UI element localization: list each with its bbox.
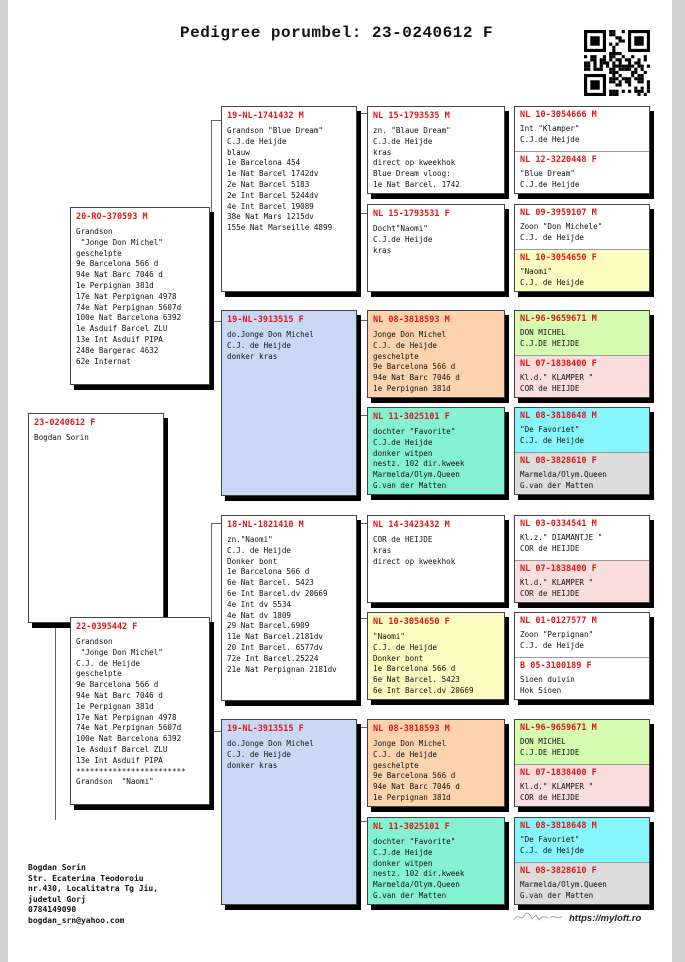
pedigree-card-g2b-line: C.J. de Heijde — [520, 277, 585, 287]
pedigree-card-g8b-line: G.van der Matten — [520, 890, 594, 900]
pedigree-card-sd[interactable] — [221, 310, 357, 496]
pedigree-card-dds-line: Jonge Don Michel — [373, 739, 447, 748]
pedigree-card-g2a-line: C.J. de Heijde — [520, 232, 585, 242]
pedigree-card-g6a[interactable] — [515, 613, 649, 657]
pedigree-card-ds-line: 29 Nat Barcel.6909 — [227, 621, 310, 631]
pedigree-card-dam-line: Grandson — [76, 637, 113, 646]
pedigree-card-ddd[interactable] — [367, 817, 505, 905]
pedigree-card-dds-line: 94e Nat Barc 7046 d — [373, 782, 460, 792]
pedigree-card-g3a[interactable] — [515, 311, 649, 355]
pedigree-card-sss-line: C.J.de Heijde — [373, 136, 433, 146]
pedigree-card-ss-line: 2e Nat Barcel 5183 — [227, 179, 310, 189]
pedigree-card-ds-line: 11e Nat Barcel.2181dv — [227, 632, 324, 642]
pedigree-card-g2a[interactable] — [515, 205, 649, 249]
page-title: Pedigree porumbel: 23-0240612 F — [180, 24, 494, 42]
pedigree-card-sire-ring: 20-RO-370593 M — [76, 212, 148, 222]
pedigree-card-sdd-line: G.van der Matten — [373, 480, 447, 490]
pedigree-card-ddd-ring: NL 11-3025101 F — [373, 822, 450, 832]
pedigree-card-g3b[interactable] — [515, 355, 649, 398]
pedigree-card-g3b-line: COR de HEIJDE — [520, 383, 580, 393]
pedigree-card-pair-1 — [514, 106, 650, 194]
pedigree-card-g6b[interactable] — [515, 657, 649, 700]
pedigree-card-sss-ring: NL 15-1793535 M — [373, 111, 450, 121]
pedigree-card-g1a[interactable] — [515, 107, 649, 151]
pedigree-card-subject-line: Bogdan Sorin — [34, 433, 89, 442]
pedigree-card-g7b-ring: NL 07-1838400 F — [520, 768, 597, 778]
pedigree-card-g5b-line: COR de HEIJDE — [520, 588, 580, 598]
pedigree-card-g3b-ring: NL 07-1838400 F — [520, 359, 597, 369]
pedigree-card-ss-line: C.J.de Heijde — [227, 136, 287, 146]
pedigree-card-sire-line: 13e Int Asduif PIPA — [76, 334, 163, 344]
pedigree-card-dd-line: do.Jonge Don Michel — [227, 739, 314, 748]
pedigree-card-dd-line: C.J. de Heijde — [227, 749, 292, 759]
owner-line: Str. Ecaterina Teodoroiu — [28, 873, 144, 883]
pedigree-card-subject[interactable] — [28, 413, 164, 623]
pedigree-card-g2a-ring: NL 09-3959107 M — [520, 208, 597, 218]
pedigree-card-ssd-line: Docht"Naomi" — [373, 224, 428, 233]
pedigree-card-dss-line: COR de HEIJDE — [373, 535, 433, 544]
pedigree-card-g3a-line: DON MICHEL — [520, 328, 566, 337]
pedigree-card-dam[interactable] — [70, 617, 210, 805]
pedigree-card-g6a-ring: NL 01-0127577 M — [520, 616, 597, 626]
pedigree-card-g4a-line: "De Favoriet" — [520, 425, 580, 434]
pedigree-card-ds-line: Donker bont — [227, 556, 278, 566]
pedigree-card-ds-line: 6e Nat Barcel. 5423 — [227, 578, 314, 588]
pedigree-card-sds-line: 1e Perpignan 381d — [373, 383, 451, 393]
pedigree-card-g1b[interactable] — [515, 151, 649, 194]
pedigree-card-g8b[interactable] — [515, 862, 649, 905]
pedigree-card-dam-line: 9e Barcelona 566 d — [76, 680, 159, 690]
pedigree-card-dsd-ring: NL 10-3054650 F — [373, 617, 450, 627]
pedigree-card-sire-line: geschelpte — [76, 248, 122, 258]
pedigree-card-ddd-line: Marmelda/Olym.Queen — [373, 880, 460, 890]
pedigree-card-dam-ring: 22-0395442 F — [76, 622, 138, 632]
pedigree-card-g6b-line: Hok Sioen — [520, 685, 562, 695]
pedigree-card-sss-line: Blue Dream vloog: — [373, 169, 451, 179]
pedigree-card-sss-line: zn. "Blaue Dream" — [373, 126, 451, 135]
pedigree-card-g4b-ring: NL 08-3828610 F — [520, 456, 597, 466]
pedigree-card-g7b-line: COR de HEIJDE — [520, 792, 580, 802]
pedigree-card-dam-line: 13e Int Asduif PIPA — [76, 755, 163, 765]
pedigree-card-sdd[interactable] — [367, 407, 505, 495]
pedigree-card-dd[interactable] — [221, 719, 357, 905]
pedigree-card-ss[interactable] — [221, 106, 357, 292]
pedigree-card-sire-line: "Jonge Don Michel" — [76, 237, 163, 247]
owner-contact — [28, 863, 158, 926]
pedigree-card-dsd-line: "Naomi" — [373, 632, 406, 641]
pedigree-card-g8b-ring: NL 08-3828610 F — [520, 866, 597, 876]
pedigree-card-sd-line: donker kras — [227, 351, 278, 361]
pedigree-card-g7a-ring: NL-96-9659671 M — [520, 723, 597, 733]
owner-line: nr.430, Localitatra Tg Jiu, — [28, 884, 159, 893]
pedigree-card-ds-line: 6e Int Barcel.dv 20669 — [227, 588, 328, 598]
pedigree-card-g7a-line: C.J.DE HEIJDE — [520, 747, 580, 757]
pedigree-card-ddd-line: nestz. 102 dir.kweek — [373, 869, 465, 879]
pedigree-card-dam-line: C.J. de Heijde — [76, 658, 141, 668]
pedigree-card-sdd-line: donker witpen — [373, 448, 433, 458]
pedigree-card-g7a[interactable] — [515, 720, 649, 764]
pedigree-card-ss-line: 38e Nat Mars 1215dv — [227, 212, 314, 222]
pedigree-card-dds[interactable] — [367, 719, 505, 807]
pedigree-card-subject-ring: 23-0240612 F — [34, 418, 96, 428]
pedigree-card-dds-line: 9e Barcelona 566 d — [373, 771, 456, 781]
pedigree-card-ds-line: 4e Int dv 5534 — [227, 599, 292, 609]
pedigree-card-dss[interactable] — [367, 515, 505, 603]
pedigree-card-ssd[interactable] — [367, 204, 505, 292]
brand-link[interactable]: https://myloft.ro — [569, 913, 642, 924]
owner-line: bogdan_srn@yahoo.com — [28, 915, 125, 925]
pedigree-card-g5a-line: Kl.z." DIAMANTJE " — [520, 533, 603, 542]
pedigree-card-g1a-line: C.J.de Heijde — [520, 134, 580, 144]
pedigree-card-sdd-ring: NL 11-3025101 F — [373, 412, 450, 422]
pedigree-card-dd-ring: 19-NL-3913515 F — [227, 724, 304, 734]
pedigree-card-dam-line: 1e Asduif Barcel ZLU — [76, 744, 168, 754]
pedigree-card-g6a-line: Zoon "Perpignan" — [520, 630, 594, 639]
pedigree-card-pair-6 — [514, 612, 650, 700]
pedigree-card-g7b[interactable] — [515, 764, 649, 807]
pedigree-card-dsd-line: 6e Int Barcel.dv 20669 — [373, 685, 474, 695]
pedigree-card-dam-line: "Jonge Don Michel" — [76, 647, 163, 657]
pedigree-card-sds-line: geschelpte — [373, 351, 419, 361]
pedigree-card-g2b-ring: NL 10-3054650 F — [520, 253, 597, 263]
pedigree-card-g6b-line: Sioen duivin — [520, 675, 575, 684]
pedigree-card-g2b-line: "Naomi" — [520, 267, 553, 276]
pedigree-card-g6a-line: C.J. de Heijde — [520, 640, 585, 650]
pedigree-card-sire-line: 17e Nat Perpignan 4978 — [76, 291, 177, 301]
pedigree-card-g3b-line: Kl.d." KLAMPER " — [520, 373, 594, 382]
pedigree-card-ss-line: 1e Barcelona 454 — [227, 158, 301, 168]
pedigree-card-sdd-line: nestz. 102 dir.kweek — [373, 459, 465, 469]
pedigree-card-g1a-ring: NL 10-3054666 M — [520, 110, 597, 120]
pedigree-card-ss-line: 1e Nat Barcel 1742dv — [227, 169, 319, 179]
pedigree-card-g5a-ring: NL 03-0334541 M — [520, 519, 597, 529]
pedigree-card-g1a-line: Int "Klamper" — [520, 124, 580, 133]
pedigree-card-ss-line: 4e Int Barcel 19089 — [227, 201, 314, 211]
pedigree-card-ss-ring: 19-NL-1741432 M — [227, 111, 304, 121]
pedigree-page — [8, 0, 672, 962]
pedigree-card-dsd[interactable] — [367, 612, 505, 700]
pedigree-card-sds-line: 94e Nat Barc 7046 d — [373, 373, 460, 383]
pedigree-card-ddd-line: donker witpen — [373, 858, 433, 868]
pedigree-card-sds-ring: NL 08-3818593 M — [373, 315, 450, 325]
pedigree-card-dd-line: donker kras — [227, 760, 278, 770]
pedigree-card-sd-line: C.J. de Heijde — [227, 340, 292, 350]
pedigree-card-dam-line: geschelpte — [76, 669, 122, 679]
pedigree-card-g8a-line: "De Favoriet" — [520, 835, 580, 844]
pedigree-card-ds[interactable] — [221, 515, 357, 701]
pedigree-card-pair-3 — [514, 310, 650, 398]
pedigree-card-g5b-ring: NL 07-1838400 F — [520, 564, 597, 574]
pedigree-card-dds-ring: NL 08-3818593 M — [373, 724, 450, 734]
pedigree-card-sss-line: 1e Nat Barcel. 1742 — [373, 179, 460, 189]
pedigree-card-g8b-line: Marmelda/Olym.Queen — [520, 880, 607, 889]
pedigree-card-sire-line: 1e Perpignan 381d — [76, 280, 154, 290]
pedigree-card-dam-line: 74e Nat Perpignan 5607d — [76, 723, 182, 733]
pedigree-card-ddd-line: dochter "Favorite" — [373, 837, 456, 846]
pedigree-card-g5a[interactable] — [515, 516, 649, 560]
pedigree-card-ssd-line: kras — [373, 245, 392, 255]
pedigree-card-g2a-line: Zoon "Don Michele" — [520, 222, 603, 231]
pedigree-card-g4b[interactable] — [515, 452, 649, 495]
pedigree-card-sire-line: 9e Barcelona 566 d — [76, 259, 159, 269]
pedigree-card-sss-line: kras — [373, 147, 392, 157]
pedigree-card-sdd-line: C.J.de Heijde — [373, 437, 433, 447]
pedigree-card-g4a[interactable] — [515, 408, 649, 452]
pedigree-card-ss-line: Grandson "Blue Dream" — [227, 126, 324, 135]
pedigree-card-g5b[interactable] — [515, 560, 649, 603]
pedigree-card-sss-line: direct op kweekhok — [373, 158, 456, 168]
pedigree-card-pair-4 — [514, 407, 650, 495]
pedigree-card-sire-line: 62e Internat — [76, 356, 131, 366]
pedigree-card-sire-line: 94e Nat Barc 7046 d — [76, 270, 163, 280]
pedigree-card-ddd-line: G.van der Matten — [373, 890, 447, 900]
pedigree-card-dss-ring: NL 14-3423432 M — [373, 520, 450, 530]
pedigree-card-sire-line: 1e Asduif Barcel ZLU — [76, 324, 168, 334]
pedigree-card-g8a[interactable] — [515, 818, 649, 862]
pedigree-card-g7a-line: DON MICHEL — [520, 737, 566, 746]
pedigree-card-sdd-line: dochter "Favorite" — [373, 427, 456, 436]
pedigree-card-dam-line: 17e Nat Perpignan 4978 — [76, 712, 177, 722]
pedigree-card-dsd-line: C.J. de Heijde — [373, 642, 438, 652]
pedigree-card-g8a-line: C.J. de Heijde — [520, 845, 585, 855]
pedigree-card-dsd-line: 6e Nat Barcel. 5423 — [373, 675, 460, 685]
pedigree-card-pair-7 — [514, 719, 650, 807]
pedigree-card-ds-line: 72e Int Barcel.25224 — [227, 653, 319, 663]
pedigree-card-sire-line: 100e Nat Barcelona 6392 — [76, 313, 182, 323]
pedigree-card-dds-line: geschelpte — [373, 760, 419, 770]
pedigree-card-dsd-line: Donker bont — [373, 653, 424, 663]
pedigree-card-g4b-line: G.van der Matten — [520, 480, 594, 490]
pedigree-card-ss-line: 2e Int Barcel 5244dv — [227, 190, 319, 200]
pedigree-card-g4a-line: C.J. de Heijde — [520, 435, 585, 445]
pedigree-card-dam-line: 1e Perpignan 381d — [76, 701, 154, 711]
pedigree-card-sds[interactable] — [367, 310, 505, 398]
pedigree-card-sire-line: 248e Bargerac 4632 — [76, 345, 159, 355]
pedigree-card-dss-line: kras — [373, 545, 392, 555]
pedigree-card-g1b-line: "Blue Dream" — [520, 169, 575, 178]
pedigree-card-dam-line: Grandson "Naomi" — [76, 777, 154, 787]
pedigree-card-pair-2 — [514, 204, 650, 292]
pedigree-card-g5b-line: Kl.d." KLAMPER " — [520, 578, 594, 587]
pedigree-card-sire-line: Grandson — [76, 227, 113, 236]
pedigree-card-g1b-ring: NL 12-3220448 F — [520, 155, 597, 165]
pedigree-card-dam-line: 100e Nat Barcelona 6392 — [76, 734, 182, 744]
pedigree-card-g2b[interactable] — [515, 249, 649, 292]
pedigree-card-ssd-line: C.J.de Heijde — [373, 234, 433, 244]
pedigree-card-ddd-line: C.J.de Heijde — [373, 847, 433, 857]
pedigree-card-sd-ring: 19-NL-3913515 F — [227, 315, 304, 325]
pedigree-card-g7b-line: Kl.d." KLAMPER " — [520, 782, 594, 791]
owner-line: judetul Gorj — [28, 894, 86, 904]
pedigree-card-dam-line: 94e Nat Barc 7046 d — [76, 690, 163, 700]
pedigree-card-g6b-ring: B 05-3100189 F — [520, 661, 592, 671]
pedigree-card-sss[interactable] — [367, 106, 505, 194]
pedigree-card-ssd-ring: NL 15-1793531 F — [373, 209, 450, 219]
pedigree-card-g1b-line: C.J.de Heijde — [520, 179, 580, 189]
pedigree-card-pair-8 — [514, 817, 650, 905]
pedigree-card-g4b-line: Marmelda/Olym.Queen — [520, 470, 607, 479]
pedigree-card-dam-line: ************************ — [76, 766, 186, 776]
qr-code-icon — [584, 30, 650, 96]
pedigree-card-g4a-ring: NL 08-3818648 M — [520, 411, 597, 421]
pedigree-card-pair-5 — [514, 515, 650, 603]
signature-icon — [512, 910, 564, 924]
pedigree-card-ds-line: 20 Int Barcel. 6577dv — [227, 642, 324, 652]
pedigree-card-sire-line: 74e Nat Perpignan 5607d — [76, 302, 182, 312]
pedigree-card-ds-ring: 18-NL-1821410 M — [227, 520, 304, 530]
pedigree-card-g5a-line: COR de HEIJDE — [520, 543, 580, 553]
pedigree-card-ss-line: blauw — [227, 147, 250, 157]
pedigree-card-sds-line: Jonge Don Michel — [373, 330, 447, 339]
pedigree-card-g3a-ring: NL-96-9659671 M — [520, 314, 597, 324]
pedigree-card-ds-line: zn."Naomi" — [227, 535, 273, 544]
pedigree-card-ds-line: 21e Nat Perpignan 2181dv — [227, 664, 337, 674]
owner-line: Bogdan Sorin — [28, 863, 86, 872]
pedigree-card-sds-line: 9e Barcelona 566 d — [373, 362, 456, 372]
owner-line: 0784149090 — [28, 905, 77, 914]
pedigree-card-dds-line: 1e Perpignan 381d — [373, 792, 451, 802]
pedigree-card-dds-line: C.J. de Heijde — [373, 749, 438, 759]
pedigree-card-ss-line: 155e Nat Marseille 4899 — [227, 223, 333, 233]
pedigree-card-g3a-line: C.J.DE HEIJDE — [520, 338, 580, 348]
pedigree-card-ds-line: C.J. de Heijde — [227, 545, 292, 555]
pedigree-card-sdd-line: Marmelda/Olym.Queen — [373, 470, 460, 480]
pedigree-card-dss-line: direct op kweekhok — [373, 556, 456, 566]
pedigree-card-ds-line: 4e Nat dv 1809 — [227, 610, 292, 620]
pedigree-card-ds-line: 1e Barcelona 566 d — [227, 567, 310, 577]
pedigree-card-dsd-line: 1e Barcelona 566 d — [373, 664, 456, 674]
pedigree-card-sire[interactable] — [70, 207, 210, 385]
pedigree-card-sd-line: do.Jonge Don Michel — [227, 330, 314, 339]
pedigree-card-sds-line: C.J. de Heijde — [373, 340, 438, 350]
pedigree-card-g8a-ring: NL 08-3818648 M — [520, 821, 597, 831]
